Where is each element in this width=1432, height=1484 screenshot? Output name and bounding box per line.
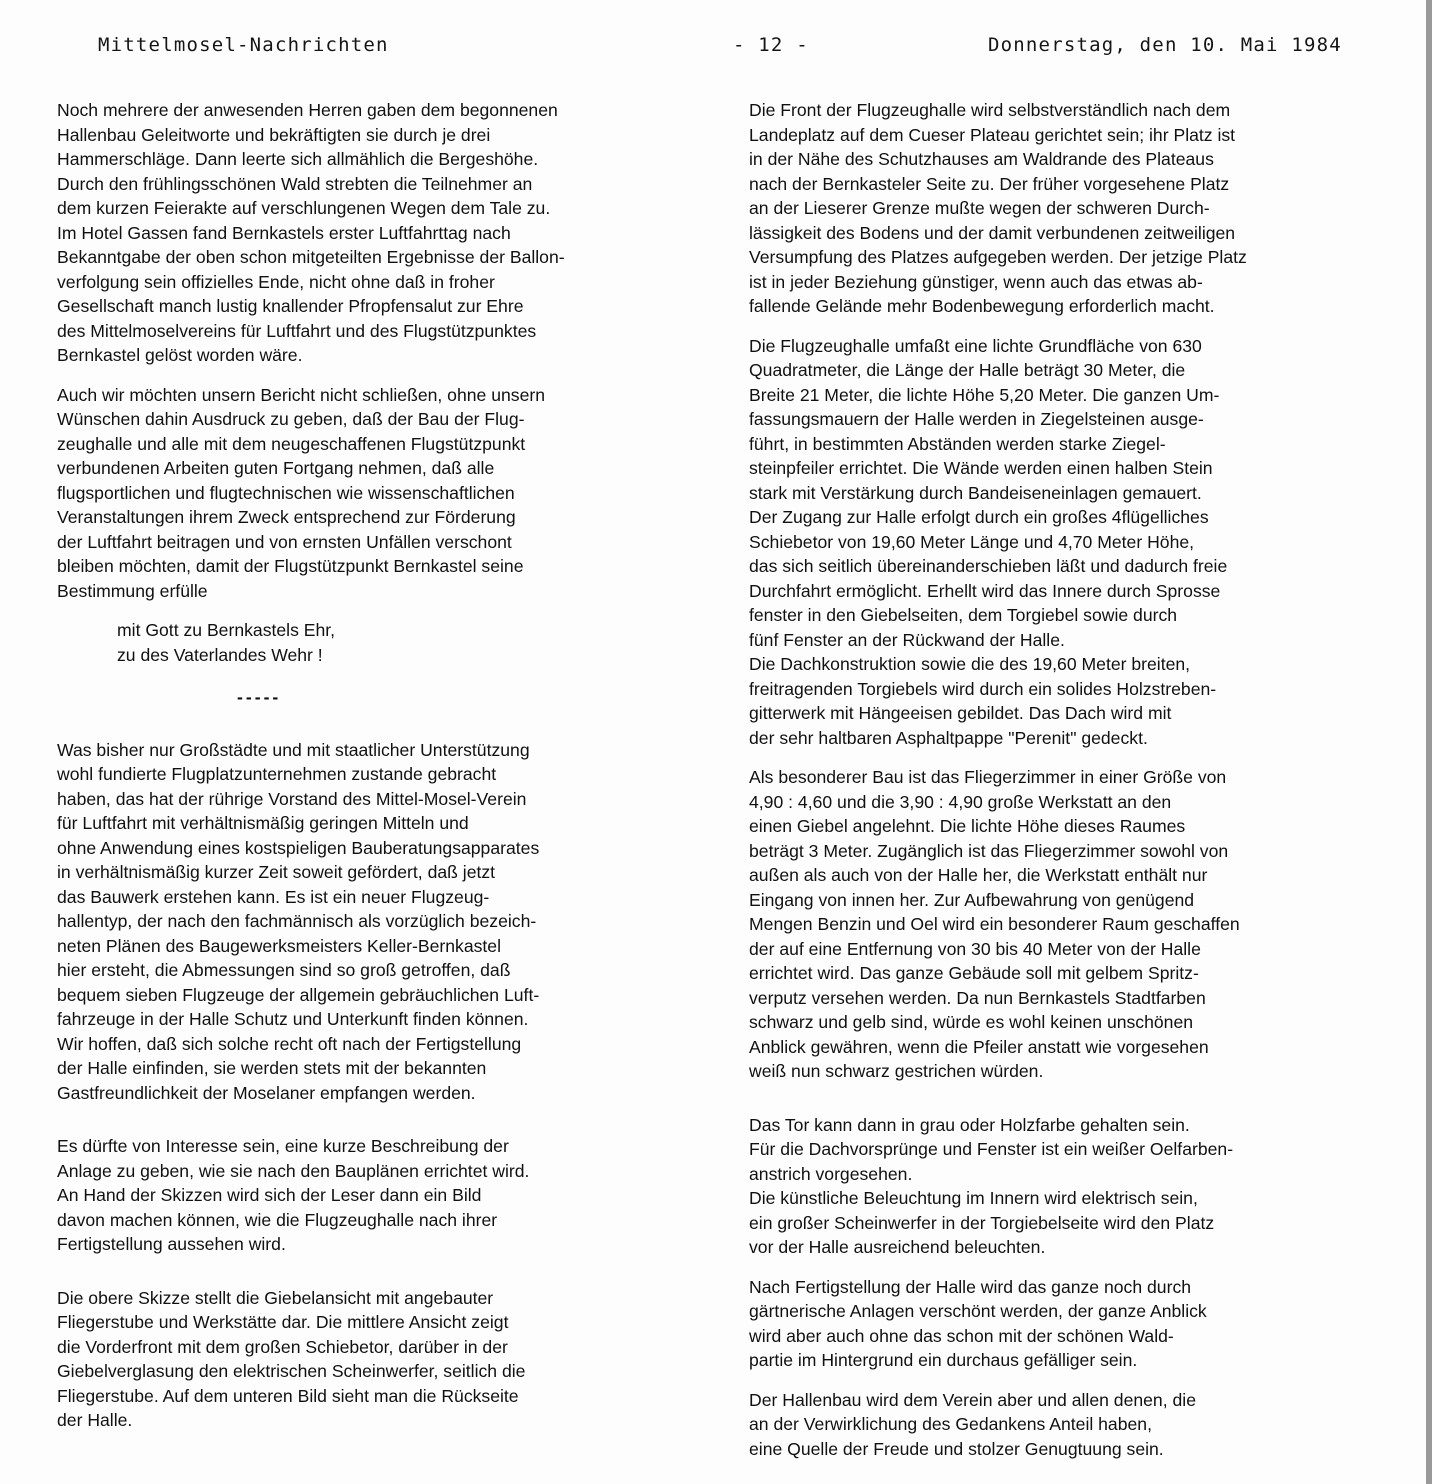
text-line: Bestimmung erfülle	[57, 580, 208, 601]
text-line: hallentyp, der nach den fachmännisch als vorzüglich bezeich-	[57, 911, 537, 931]
text-line: Der Hallenbau wird dem Verein aber und allen denen, die	[749, 1389, 1196, 1410]
text-line: in verhältnismäßig kurzer Zeit soweit gefördert, daß jetzt	[57, 862, 496, 882]
text-line: außen als auch von der Halle her, die Werkstatt enthält nur	[749, 865, 1208, 885]
text-line: Noch mehrere der anwesenden Herren gaben dem begonnenen	[57, 100, 558, 120]
text-line: Die künstliche Beleuchtung im Innern wird elektrisch sein,	[749, 1188, 1198, 1208]
text-line: gärtnerische Anlagen verschönt werden, der ganze Anblick	[749, 1301, 1207, 1321]
text-line: der auf eine Entfernung von 30 bis 40 Meter von der Halle	[749, 938, 1201, 959]
text-line: lässigkeit des Bodens und der damit verbundenen zeitweiligen	[749, 222, 1236, 243]
text-line: für Luftfahrt mit verhältnismäßig geringen Mitteln und	[57, 813, 469, 833]
text-line: Die Front der Flugzeughalle wird selbstverständlich nach dem	[749, 100, 1231, 120]
text-line: Breite 21 Meter, die lichte Höhe 5,20 Meter. Die ganzen Um-	[749, 384, 1220, 405]
text-line: Die obere Skizze stellt die Giebelansicht mit angebauter	[57, 1287, 494, 1308]
text-line: fünf Fenster an der Rückwand der Halle.	[749, 629, 1065, 650]
text-line: fallende Gelände mehr Bodenbewegung erforderlich macht.	[749, 296, 1215, 316]
text-line: anstrich vorgesehen.	[749, 1163, 913, 1184]
text-line: gitterwerk mit Hängeeisen gebildet. Das Dach wird mit	[749, 703, 1172, 723]
text-line: weiß nun schwarz gestrichen würden.	[749, 1061, 1044, 1081]
text-line: Gesellschaft manch lustig knallender Pfropfensalut zur Ehre	[57, 296, 524, 316]
issue-date: Donnerstag, den 10. Mai 1984	[988, 34, 1342, 56]
text-line: Hallenbau Geleitworte und bekräftigten sie durch je drei	[57, 124, 491, 145]
text-line: bequem sieben Flugzeuge der allgemein gebräuchlichen Luft-	[57, 984, 540, 1005]
text-line: errichtet wird. Das ganze Gebäude soll mit gelbem Spritz-	[749, 963, 1199, 983]
text-line: die Vorderfront mit dem großen Schiebetor, darüber in der	[57, 1336, 508, 1357]
text-line: ohne Anwendung eines kostspieligen Bauberatungsapparates	[57, 837, 540, 858]
paragraph	[57, 738, 697, 1106]
text-line: Fliegerstube und Werkstätte dar. Die mittlere Ansicht zeigt	[57, 1312, 509, 1332]
text-line: Im Hotel Gassen fand Bernkastels erster Luftfahrttag nach	[57, 222, 511, 243]
text-line: Das Tor kann dann in grau oder Holzfarbe gehalten sein.	[749, 1114, 1190, 1135]
text-line: der Halle.	[57, 1410, 133, 1430]
text-line: beträgt 3 Meter. Zugänglich ist das Fliegerzimmer sowohl von	[749, 840, 1229, 861]
text-line: Durchfahrt ermöglicht. Erhellt wird das Innere durch Sprosse	[749, 580, 1221, 601]
text-line: wird aber auch ohne das schon mit der schönen Wald-	[749, 1325, 1174, 1346]
text-line: verfolgung sein offizielles Ende, nicht ohne daß in froher	[57, 271, 495, 292]
text-line: des Mittelmoselvereins für Luftfahrt und des Flugstützpunktes	[57, 320, 537, 341]
text-line: bleiben möchten, damit der Flugstützpunkt Bernkastel seine	[57, 556, 524, 576]
text-line: dem kurzen Feierakte auf verschlungenen Wegen dem Tale zu.	[57, 198, 551, 218]
page-number: - 12 -	[733, 34, 809, 56]
text-line: eine Quelle der Freude und stolzer Genugtuung sein.	[749, 1438, 1164, 1459]
text-line: Nach Fertigstellung der Halle wird das ganze noch durch	[749, 1276, 1192, 1297]
right-column	[749, 98, 1389, 1476]
text-line: Gastfreundlichkeit der Moselaner empfangen werden.	[57, 1082, 476, 1103]
text-line: Als besonderer Bau ist das Fliegerzimmer in einer Größe von	[749, 767, 1227, 787]
text-line: Mengen Benzin und Oel wird ein besonderer Raum geschaffen	[749, 914, 1240, 934]
text-line: steinpfeiler errichtet. Die Wände werden einen halben Stein	[749, 458, 1213, 478]
spacer	[57, 1120, 697, 1134]
text-line: partie im Hintergrund ein durchaus gefälliger sein.	[749, 1350, 1138, 1370]
text-line: wohl fundierte Flugplatzunternehmen zustande gebracht	[57, 764, 497, 784]
page-header	[0, 0, 1432, 70]
text-line: Bernkastel gelöst worden wäre.	[57, 345, 303, 365]
text-line: Quadratmeter, die Länge der Halle beträgt 30 Meter, die	[749, 360, 1186, 380]
text-line: Schiebetor von 19,60 Meter Länge und 4,70 Meter Höhe,	[749, 531, 1195, 552]
text-line: vor der Halle ausreichend beleuchten.	[749, 1237, 1046, 1257]
text-line: Hammerschläge. Dann leerte sich allmählich die Bergeshöhe.	[57, 149, 539, 169]
text-line: in der Nähe des Schutzhauses am Waldrande des Plateaus	[749, 149, 1214, 169]
poem-couplet	[117, 618, 697, 667]
text-line: führt, in bestimmten Abständen werden starke Ziegel-	[749, 433, 1166, 454]
text-line: fahrzeuge in der Halle Schutz und Unterkunft finden können.	[57, 1009, 529, 1029]
text-line: Giebelverglasung den elektrischen Scheinwerfer, seitlich die	[57, 1361, 526, 1381]
text-line: Durch den frühlingsschönen Wald strebten die Teilnehmer an	[57, 173, 533, 194]
text-line: Fertigstellung aussehen wird.	[57, 1234, 286, 1254]
text-line: 4,90 : 4,60 und die 3,90 : 4,90 große Werkstatt an den	[749, 791, 1172, 812]
paragraph	[749, 1275, 1389, 1373]
text-line: davon machen können, wie die Flugzeughalle nach ihrer	[57, 1209, 498, 1230]
paragraph	[749, 1113, 1389, 1260]
text-line: schwarz und gelb sind, würde es wohl keinen unschönen	[749, 1012, 1194, 1032]
spacer	[57, 1272, 697, 1286]
text-line: neten Plänen des Baugewerksmeisters Keller-Bernkastel	[57, 935, 501, 956]
paragraph	[749, 765, 1389, 1084]
section-separator: -----	[237, 687, 282, 707]
text-line: der Luftfahrt beitragen und von ernsten Unfällen verschont	[57, 531, 512, 552]
paragraph	[57, 383, 697, 604]
paragraph	[57, 1134, 697, 1257]
text-line: Bekanntgabe der oben schon mitgeteilten Ergebnisse der Ballon-	[57, 247, 565, 267]
text-line: verbundenen Arbeiten guten Fortgang nehmen, daß alle	[57, 458, 495, 478]
publication-title: Mittelmosel-Nachrichten	[98, 34, 389, 56]
text-line: der sehr haltbaren Asphaltpappe "Perenit" gedeckt.	[749, 727, 1148, 748]
paragraph	[749, 334, 1389, 751]
scan-edge	[1426, 0, 1432, 1484]
text-line: fenster in den Giebelseiten, dem Torgiebel sowie durch	[749, 605, 1178, 625]
text-line: ist in jeder Beziehung günstiger, wenn auch das etwas ab-	[749, 271, 1203, 292]
text-line: flugsportlichen und flugtechnischen wie wissenschaftlichen	[57, 482, 515, 503]
text-line: verputz versehen werden. Da nun Bernkastels Stadtfarben	[749, 987, 1206, 1008]
text-line: an der Lieserer Grenze mußte wegen der schweren Durch-	[749, 198, 1210, 218]
spacer	[749, 1099, 1389, 1113]
text-line: Auch wir möchten unsern Bericht nicht schließen, ohne unsern	[57, 384, 545, 405]
text-line: haben, das hat der rührige Vorstand des Mittel-Mosel-Verein	[57, 788, 527, 809]
poem-line: zu des Vaterlandes Wehr !	[117, 644, 323, 665]
text-line: Wünschen dahin Ausdruck zu geben, daß der Bau der Flug-	[57, 409, 525, 429]
text-line: Landeplatz auf dem Cueser Plateau gerichtet sein; ihr Platz ist	[749, 124, 1236, 145]
text-line: ein großer Scheinwerfer in der Torgiebelseite wird den Platz	[749, 1212, 1215, 1233]
text-line: Es dürfte von Interesse sein, eine kurze Beschreibung der	[57, 1136, 509, 1156]
text-line: Wir hoffen, daß sich solche recht oft nach der Fertigstellung	[57, 1033, 522, 1054]
text-line: einen Giebel angelehnt. Die lichte Höhe dieses Raumes	[749, 816, 1186, 836]
text-line: zeughalle und alle mit dem neugeschaffenen Flugstützpunkt	[57, 433, 526, 454]
text-line: nach der Bernkasteler Seite zu. Der früher vorgesehene Platz	[749, 173, 1230, 194]
text-line: das Bauwerk erstehen kann. Es ist ein neuer Flugzeug-	[57, 886, 490, 907]
poem-line: mit Gott zu Bernkastels Ehr,	[117, 620, 336, 640]
text-line: An Hand der Skizzen wird sich der Leser dann ein Bild	[57, 1185, 482, 1205]
text-line: an der Verwirklichung des Gedankens Anteil haben,	[749, 1414, 1152, 1434]
text-line: hier ersteht, die Abmessungen sind so groß getroffen, daß	[57, 960, 511, 980]
text-line: Veranstaltungen ihrem Zweck entsprechend zur Förderung	[57, 507, 516, 527]
paragraph	[57, 98, 697, 368]
text-line: freitragenden Torgiebels wird durch ein solides Holzstreben-	[749, 678, 1217, 699]
text-line: Anlage zu geben, wie sie nach den Bauplänen errichtet wird.	[57, 1160, 530, 1181]
left-column	[57, 98, 697, 1448]
text-line: Für die Dachvorsprünge und Fenster ist ein weißer Oelfarben-	[749, 1139, 1234, 1159]
text-line: Versumpfung des Platzes aufgegeben werden. Der jetzige Platz	[749, 247, 1247, 267]
text-line: das sich seitlich übereinanderschieben läßt und dadurch freie	[749, 556, 1228, 576]
text-line: Der Zugang zur Halle erfolgt durch ein großes 4flügelliches	[749, 507, 1209, 527]
text-line: Anblick gewähren, wenn die Pfeiler anstatt wie vorgesehen	[749, 1036, 1209, 1057]
text-line: Eingang von innen her. Zur Aufbewahrung von genügend	[749, 889, 1195, 910]
text-line: der Halle einfinden, sie werden stets mit der bekannten	[57, 1058, 487, 1078]
paragraph	[749, 1388, 1389, 1462]
text-line: Die Dachkonstruktion sowie die des 19,60 Meter breiten,	[749, 654, 1191, 674]
paragraph	[57, 1286, 697, 1433]
text-line: Fliegerstube. Auf dem unteren Bild sieht man die Rückseite	[57, 1385, 519, 1406]
text-line: Die Flugzeughalle umfaßt eine lichte Grundfläche von 630	[749, 335, 1202, 356]
text-line: Was bisher nur Großstädte und mit staatlicher Unterstützung	[57, 739, 530, 760]
paragraph	[749, 98, 1389, 319]
text-line: fassungsmauern der Halle werden in Ziegelsteinen ausge-	[749, 409, 1204, 429]
text-line: stark mit Verstärkung durch Bandeiseneinlagen gemauert.	[749, 482, 1202, 503]
